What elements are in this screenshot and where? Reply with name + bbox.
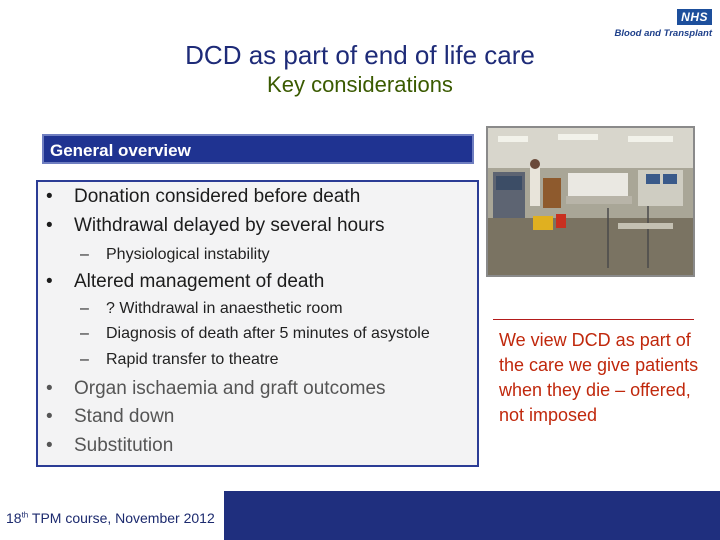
bullet-item: • Withdrawal delayed by several hours	[46, 215, 385, 236]
footer-label-box	[0, 491, 224, 540]
footer-ordinal-suffix: th	[21, 510, 29, 520]
bullet-item: • Stand down	[46, 406, 175, 427]
nhs-logo-subtitle: Blood and Transplant	[614, 28, 712, 39]
general-overview-header: General overview	[42, 134, 474, 164]
sub-bullet-text: ? Withdrawal in anaesthetic room	[106, 300, 343, 317]
bullet-item: • Donation considered before death	[46, 186, 361, 207]
bullet-text: Donation considered before death	[74, 186, 361, 207]
nhs-logo-badge: NHS	[677, 9, 712, 25]
general-overview-panel	[36, 180, 479, 467]
icu-ward-photo	[486, 126, 695, 277]
footer-bar	[0, 491, 720, 540]
slide-subtitle: Key considerations	[267, 72, 453, 97]
bullet-text: Substitution	[74, 435, 174, 456]
bullet-text: Stand down	[74, 406, 175, 427]
sub-bullet-item: – ? Withdrawal in anaesthetic room	[80, 300, 343, 317]
quote-divider	[493, 319, 694, 320]
bullet-item: • Organ ischaemia and graft outcomes	[46, 378, 386, 399]
bullet-text: Organ ischaemia and graft outcomes	[74, 378, 386, 399]
sub-bullet-item: – Diagnosis of death after 5 minutes of asystole	[80, 325, 430, 342]
footer-text	[6, 510, 215, 526]
bullet-text: Altered management of death	[74, 271, 325, 292]
sub-bullet-item: – Physiological instability	[80, 246, 270, 263]
bullet-item: • Altered management of death	[46, 271, 325, 292]
dcd-quote: We view DCD as part of the care we give patients when they die – offered, not imposed	[499, 330, 699, 425]
nhs-logo	[594, 8, 712, 42]
footer-course: TPM course, November 2012	[28, 510, 215, 526]
icu-ward-illustration	[488, 128, 693, 275]
sub-bullet-text: Physiological instability	[106, 246, 270, 263]
sub-bullet-text: Diagnosis of death after 5 minutes of asystole	[106, 325, 430, 342]
bullet-text: Withdrawal delayed by several hours	[74, 215, 385, 236]
slide-title: DCD as part of end of life care	[185, 40, 535, 70]
bullet-item: • Substitution	[46, 435, 174, 456]
sub-bullet-text: Rapid transfer to theatre	[106, 351, 279, 368]
sub-bullet-item: – Rapid transfer to theatre	[80, 351, 279, 368]
footer-ordinal: 18	[6, 510, 22, 526]
